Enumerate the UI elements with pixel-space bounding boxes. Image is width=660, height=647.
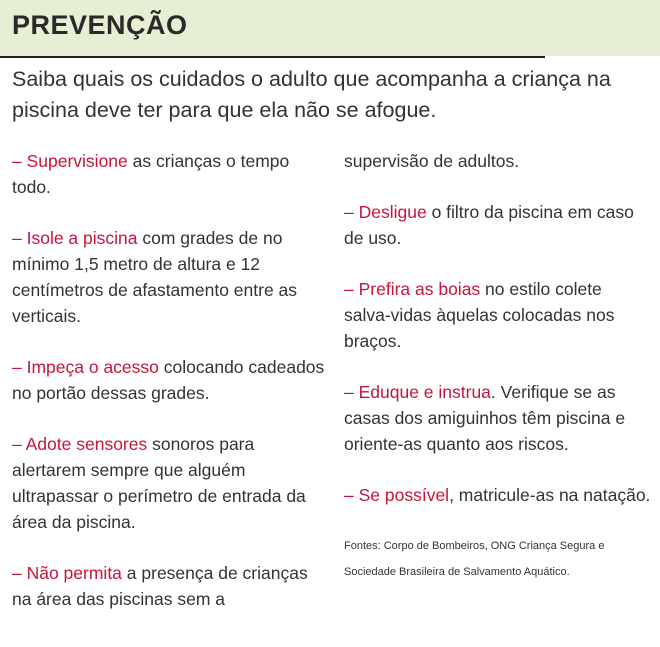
- header-divider: [0, 56, 545, 58]
- tip-lead: – Se possível: [344, 485, 450, 505]
- tip-educate: [344, 379, 652, 457]
- tip-lead: – Prefira as boias: [344, 279, 481, 299]
- tip-prefer-floats: [344, 276, 652, 354]
- left-column: [12, 148, 330, 637]
- tip-text: , matricule-as na natação.: [449, 485, 651, 505]
- tip-lead: – Adote sensores: [12, 434, 148, 454]
- tip-turn-off-filter: [344, 199, 652, 251]
- tip-continuation: supervisão de adultos.: [344, 151, 520, 171]
- tip-lead: – Eduque e instrua: [344, 382, 491, 402]
- tip-lead: – Não permita: [12, 563, 122, 583]
- tip-text: o filtro da piscina em caso de uso.: [344, 202, 634, 248]
- tip-block-access: [12, 354, 330, 406]
- tip-do-not-allow: [12, 560, 330, 612]
- tip-supervise: [12, 148, 330, 200]
- tip-lead: – Impeça o acesso: [12, 357, 159, 377]
- tip-text: as crianças o tempo todo.: [12, 151, 290, 197]
- tip-isolate-pool: [12, 225, 330, 329]
- tip-sensors: [12, 431, 330, 535]
- tip-text: com grades de no mínimo 1,5 metro de altura e 12 centímetros de afastamento entre as verticais.: [12, 228, 298, 326]
- tip-text: colocando cadeados no portão dessas grades.: [12, 357, 325, 403]
- right-column: [344, 148, 652, 585]
- tip-text: . Verifique se as casas dos amiguinhos têm piscina e oriente-as quanto aos riscos.: [344, 382, 626, 454]
- intro-text: Saiba quais os cuidados o adulto que acompanha a criança na piscina deve ter para que ela não se afogue.: [12, 67, 611, 122]
- tip-lead: – Desligue: [344, 202, 427, 222]
- tip-lead: – Supervisione: [12, 151, 128, 171]
- tip-text: a presença de crianças na área das piscinas sem a: [12, 563, 308, 609]
- page-title: PREVENÇÃO: [12, 10, 188, 40]
- tip-text: no estilo colete salva-vidas àquelas colocadas nos braços.: [344, 279, 615, 351]
- tip-swimming-lessons: [344, 482, 652, 508]
- tip-text: sonoros para alertarem sempre que alguém ultrapassar o perímetro de entrada da área da piscina.: [12, 434, 306, 532]
- tip-lead: – Isole a piscina: [12, 228, 138, 248]
- sources-note: Fontes: Corpo de Bombeiros, ONG Criança Segura e Sociedade Brasileira de Salvamento Aquático.: [344, 540, 605, 578]
